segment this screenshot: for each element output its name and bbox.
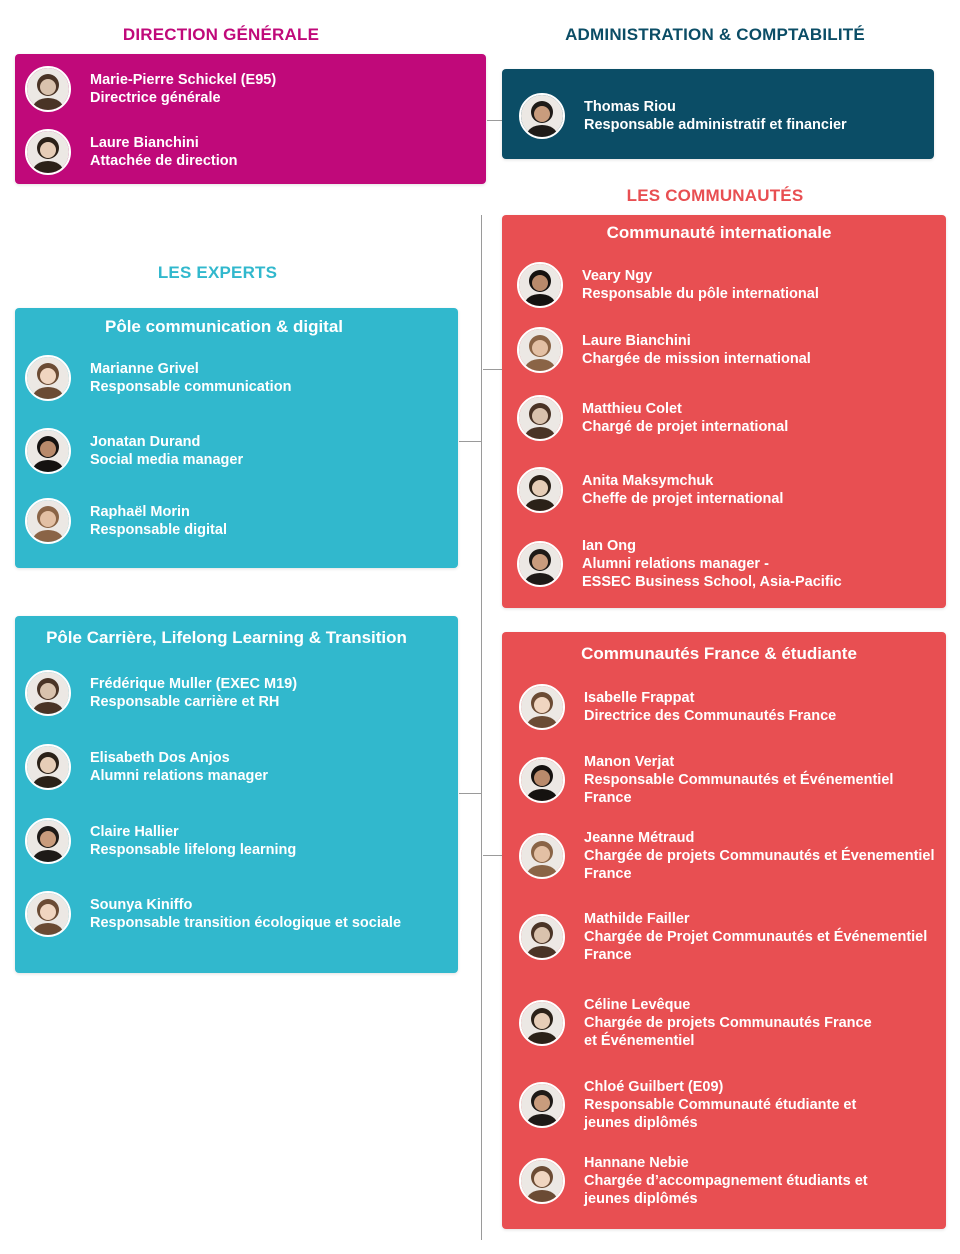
person-card	[25, 818, 296, 864]
person-name: Raphaël Morin	[90, 504, 190, 520]
person-role: Responsable lifelong learning	[90, 842, 297, 858]
person-name: Isabelle Frappat	[584, 690, 695, 706]
connector-carriere	[459, 793, 481, 794]
person-name: Elisabeth Dos Anjos	[90, 750, 230, 766]
person-name: Veary Ngy	[582, 268, 653, 284]
person-name: Manon Verjat	[584, 754, 675, 770]
person-card	[519, 910, 927, 964]
pole-carriere-box	[15, 616, 458, 973]
connector-comm	[459, 441, 481, 442]
person-name: Hannane Nebie	[584, 1155, 689, 1171]
admin-box	[502, 69, 934, 159]
intl-title: Communauté internationale	[606, 223, 832, 242]
direction-heading: DIRECTION GÉNÉRALE	[122, 25, 320, 44]
person-role: Social media manager	[90, 452, 244, 468]
person-photo	[25, 670, 71, 716]
person-card	[519, 829, 935, 883]
connector-france	[483, 855, 502, 856]
person-role: Alumni relations manager - ESSEC Business School, Asia-Pacific	[582, 556, 842, 590]
direction-box	[15, 54, 486, 184]
person-photo	[25, 66, 71, 112]
person-card	[25, 355, 291, 401]
person-card	[25, 498, 227, 544]
person-role: Responsable transition écologique et sociale	[90, 915, 402, 931]
person-name: Mathilde Failler	[584, 911, 690, 927]
person-role: Chargée de Projet Communautés et Événementiel France	[584, 929, 928, 963]
person-role: Chargée de projets Communautés France et Événementiel	[584, 1015, 872, 1049]
person-photo	[519, 1082, 565, 1128]
admin-heading: ADMINISTRATION & COMPTABILITÉ	[565, 25, 865, 44]
person-role: Responsable Communautés et Événementiel France	[584, 772, 894, 806]
person-role: Chargée de projets Communautés et Évenementiel France	[584, 848, 935, 882]
pole-carriere-title: Pôle Carrière, Lifelong Learning & Transition	[46, 628, 407, 647]
person-name: Ian Ong	[582, 538, 636, 554]
person-card	[519, 1078, 856, 1132]
person-role: Responsable Communauté étudiante et jeunes diplômés	[584, 1097, 857, 1131]
person-photo	[25, 818, 71, 864]
pole-comm-box	[15, 308, 458, 568]
france-title: Communautés France & étudiante	[581, 644, 857, 663]
connector-direction-admin	[487, 120, 502, 121]
person-name: Marie-Pierre Schickel (E95)	[90, 72, 277, 88]
person-role: Cheffe de projet international	[582, 491, 784, 507]
person-role: Responsable digital	[90, 522, 227, 538]
person-name: Anita Maksymchuk	[582, 473, 714, 489]
person-card	[517, 467, 783, 513]
person-photo	[25, 129, 71, 175]
person-photo	[517, 467, 563, 513]
person-card	[517, 395, 788, 441]
person-role: Responsable administratif et financier	[584, 117, 847, 133]
person-role: Attachée de direction	[90, 153, 238, 169]
person-role: Responsable communication	[90, 379, 292, 395]
person-name: Claire Hallier	[90, 824, 179, 840]
person-photo	[519, 833, 565, 879]
person-card	[519, 1154, 868, 1208]
experts-heading: LES EXPERTS	[157, 263, 278, 282]
person-photo	[517, 395, 563, 441]
person-photo	[25, 355, 71, 401]
person-photo	[25, 428, 71, 474]
person-photo	[25, 498, 71, 544]
person-role: Chargée de mission international	[582, 351, 811, 367]
person-card	[25, 744, 268, 790]
person-card	[25, 670, 297, 716]
person-photo	[519, 93, 565, 139]
person-card	[517, 327, 811, 373]
france-box	[502, 632, 946, 1229]
person-name: Jeanne Métraud	[584, 830, 695, 846]
person-name: Sounya Kiniffo	[90, 897, 193, 913]
person-name: Frédérique Muller (EXEC M19)	[90, 676, 298, 692]
person-role: Directrice générale	[90, 90, 221, 106]
person-card	[25, 891, 401, 937]
person-photo	[519, 1158, 565, 1204]
person-photo	[519, 914, 565, 960]
person-role: Responsable du pôle international	[582, 286, 819, 302]
person-photo	[519, 1000, 565, 1046]
person-photo	[519, 684, 565, 730]
person-name: Thomas Riou	[584, 99, 676, 115]
person-name: Laure Bianchini	[90, 135, 199, 151]
person-card	[25, 428, 243, 474]
person-card	[517, 537, 842, 591]
person-card	[25, 66, 276, 112]
person-card	[25, 129, 237, 175]
person-photo	[517, 327, 563, 373]
person-name: Céline Levêque	[584, 997, 691, 1013]
person-role: Chargée d’accompagnement étudiants et jeunes diplômés	[584, 1173, 868, 1207]
person-name: Matthieu Colet	[582, 401, 682, 417]
person-name: Chloé Guilbert (E09)	[584, 1079, 724, 1095]
communautes-heading: LES COMMUNAUTÉS	[626, 186, 804, 205]
person-role: Chargé de projet international	[582, 419, 789, 435]
person-photo	[517, 541, 563, 587]
person-photo	[519, 757, 565, 803]
person-card	[519, 684, 836, 730]
person-role: Directrice des Communautés France	[584, 708, 837, 724]
person-card	[517, 262, 819, 308]
person-name: Marianne Grivel	[90, 361, 199, 377]
person-role: Alumni relations manager	[90, 768, 269, 784]
person-photo	[517, 262, 563, 308]
person-photo	[25, 891, 71, 937]
person-card	[519, 996, 872, 1050]
connector-vertical	[481, 215, 482, 1240]
person-card	[519, 753, 893, 807]
person-role: Responsable carrière et RH	[90, 694, 280, 710]
person-card	[519, 93, 847, 139]
connector-intl	[483, 369, 502, 370]
intl-box	[502, 215, 946, 608]
person-name: Laure Bianchini	[582, 333, 691, 349]
pole-comm-title: Pôle communication & digital	[104, 317, 344, 336]
person-photo	[25, 744, 71, 790]
person-name: Jonatan Durand	[90, 434, 201, 450]
